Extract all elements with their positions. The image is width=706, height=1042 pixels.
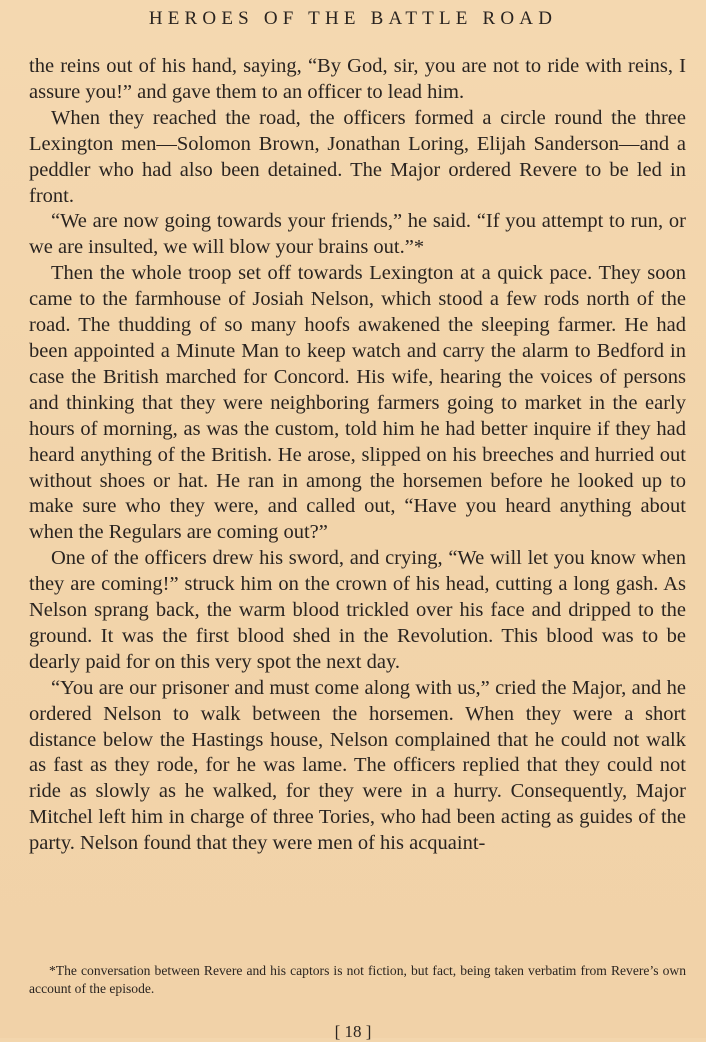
paragraph: One of the officers drew his sword, and crying, “We will let you know when they are coming!” struck him on the crown of his head, cutting a long gash. As Nelson sprang back, the warm blood trickled over his face and dripped to the ground. It was the first blood shed in the Revolution. This blood was to be dearly paid for on this very spot the next day. [29, 547, 686, 673]
page-number: [ 18 ] [334, 1022, 372, 1041]
paragraph: “We are now going towards your friends,” he said. “If you attempt to run, or we are insulted, we will blow your brains out.”* [29, 210, 686, 259]
paragraph-continued: the reins out of his hand, saying, “By God, sir, you are not to ride with reins, I assure you!” and gave them to an officer to lead him. [29, 55, 686, 103]
footnote: *The conversation between Revere and his captors is not fiction, but fact, being taken verbatim from Revere’s own account of the episode. [29, 963, 686, 996]
paragraph: Then the whole troop set off towards Lexington at a quick pace. They soon came to the farmhouse of Josiah Nelson, which stood a few rods north of the road. The thudding of so many hoofs awakened the sleeping farmer. He had been appointed a Minute Man to keep watch and carry the alarm to Bedford in case the British marched for Concord. His wife, hearing the voices of persons and thinking that they were neighboring farmers going to market in the early hours of morning, as was the custom, told him he had better inquire if they had heard anything of the British. He arose, slipped on his breeches and hurried out without shoes or hat. He ran in among the horsemen before he looked up to make sure who they were, and called out, “Have you heard anything about when the Regulars are coming out?” [29, 262, 686, 544]
paragraph: “You are our prisoner and must come along with us,” cried the Major, and he ordered Nelson to walk between the horsemen. When they were a short distance below the Hastings house, Nelson complained that he could not walk as fast as they rode, for he was lame. The officers replied that they could not ride as slowly as he walked, for they were in a hurry. Consequently, Major Mitchel left him in charge of three Tories, who had been acting as guides of the party. Nelson found that they were men of his acquaint- [29, 676, 686, 855]
body-text [29, 54, 686, 857]
running-head: HEROES OF THE BATTLE ROAD [148, 8, 558, 29]
paragraph: When they reached the road, the officers formed a circle round the three Lexington men—Solomon Brown, Jonathan Loring, Elijah Sanderson—and a peddler who had also been detained. The Major ordered Revere to be led in front. [29, 106, 686, 207]
